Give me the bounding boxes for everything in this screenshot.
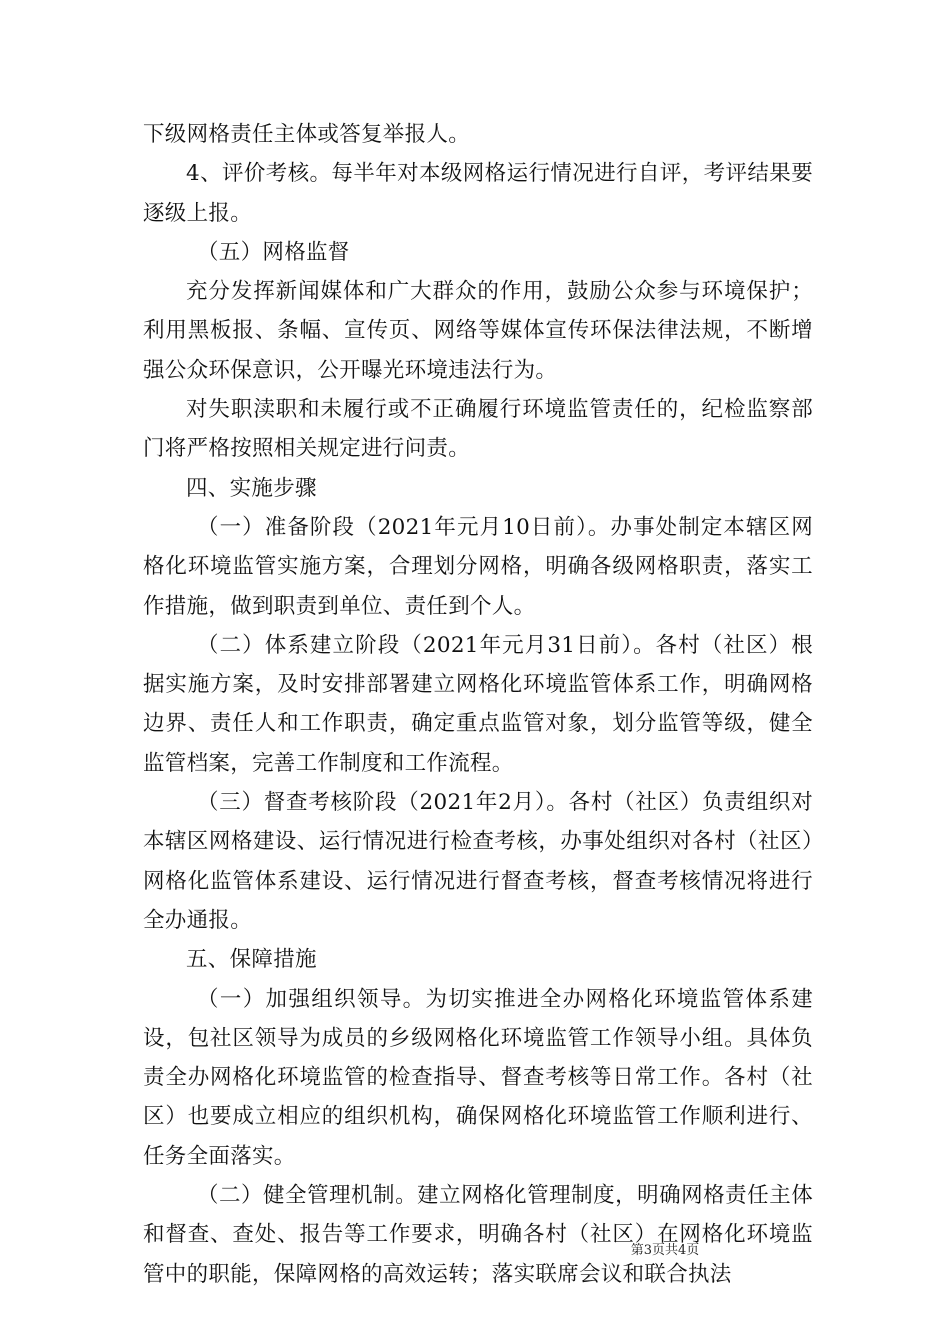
section-heading-grid-supervision: （五）网格监督 bbox=[197, 239, 350, 265]
paragraph-1: 下级网格责任主体或答复举报人。 bbox=[143, 122, 471, 147]
page-number: 第3页共4页 bbox=[630, 1243, 700, 1258]
section-heading-implementation-steps: 四、实施步骤 bbox=[186, 475, 317, 501]
paragraph-9: （三）督查考核阶段（2021年2月）。各村（社区）负责组织对本辖区网格建设、运行情况进行检查考核，办事处组织对各村（社区）网格化监管体系建设、运行情况进行督查考核，督查考核情况将进行全办通报。 bbox=[143, 790, 813, 933]
paragraph-7: （一）准备阶段（2021年元月10日前）。办事处制定本辖区网格化环境监管实施方案，合理划分网格，明确各级网格职责，落实工作措施，做到职责到单位、责任到个人。 bbox=[143, 514, 813, 619]
paragraph-4: 充分发挥新闻媒体和广大群众的作用，鼓励公众参与环境保护；利用黑板报、条幅、宣传页、网络等媒体宣传环保法律法规，不断增强公众环保意识，公开曝光环境违法行为。 bbox=[143, 279, 813, 383]
document-body bbox=[143, 115, 813, 1294]
paragraph-2: 4、评价考核。每半年对本级网格运行情况进行自评，考评结果要逐级上报。 bbox=[143, 161, 813, 226]
page-footer bbox=[0, 1242, 950, 1260]
paragraph-8: （二）体系建立阶段（2021年元月31日前）。各村（社区）根据实施方案，及时安排部署建立网格化环境监管体系工作，明确网格边界、责任人和工作职责，确定重点监管对象，划分监管等级，健全监管档案，完善工作制度和工作流程。 bbox=[143, 632, 813, 776]
paragraph-11: （一）加强组织领导。为切实推进全办网格化环境监管体系建设，包社区领导为成员的乡级网格化环境监管工作领导小组。具体负责全办网格化环境监管的检查指导、督查考核等日常工作。各村（社区）也要成立相应的组织机构，确保网格化环境监管工作顺利进行、任务全面落实。 bbox=[143, 986, 813, 1169]
paragraph-12: （二）健全管理机制。建立网格化管理制度，明确网格责任主体和督查、查处、报告等工作要求，明确各村（社区）在网格化环境监管中的职能，保障网格的高效运转；落实联席会议和联合执法 bbox=[143, 1183, 813, 1287]
section-heading-safeguard-measures: 五、保障措施 bbox=[186, 947, 317, 973]
paragraph-5: 对失职渎职和未履行或不正确履行环境监管责任的，纪检监察部门将严格按照相关规定进行问责。 bbox=[143, 397, 813, 462]
